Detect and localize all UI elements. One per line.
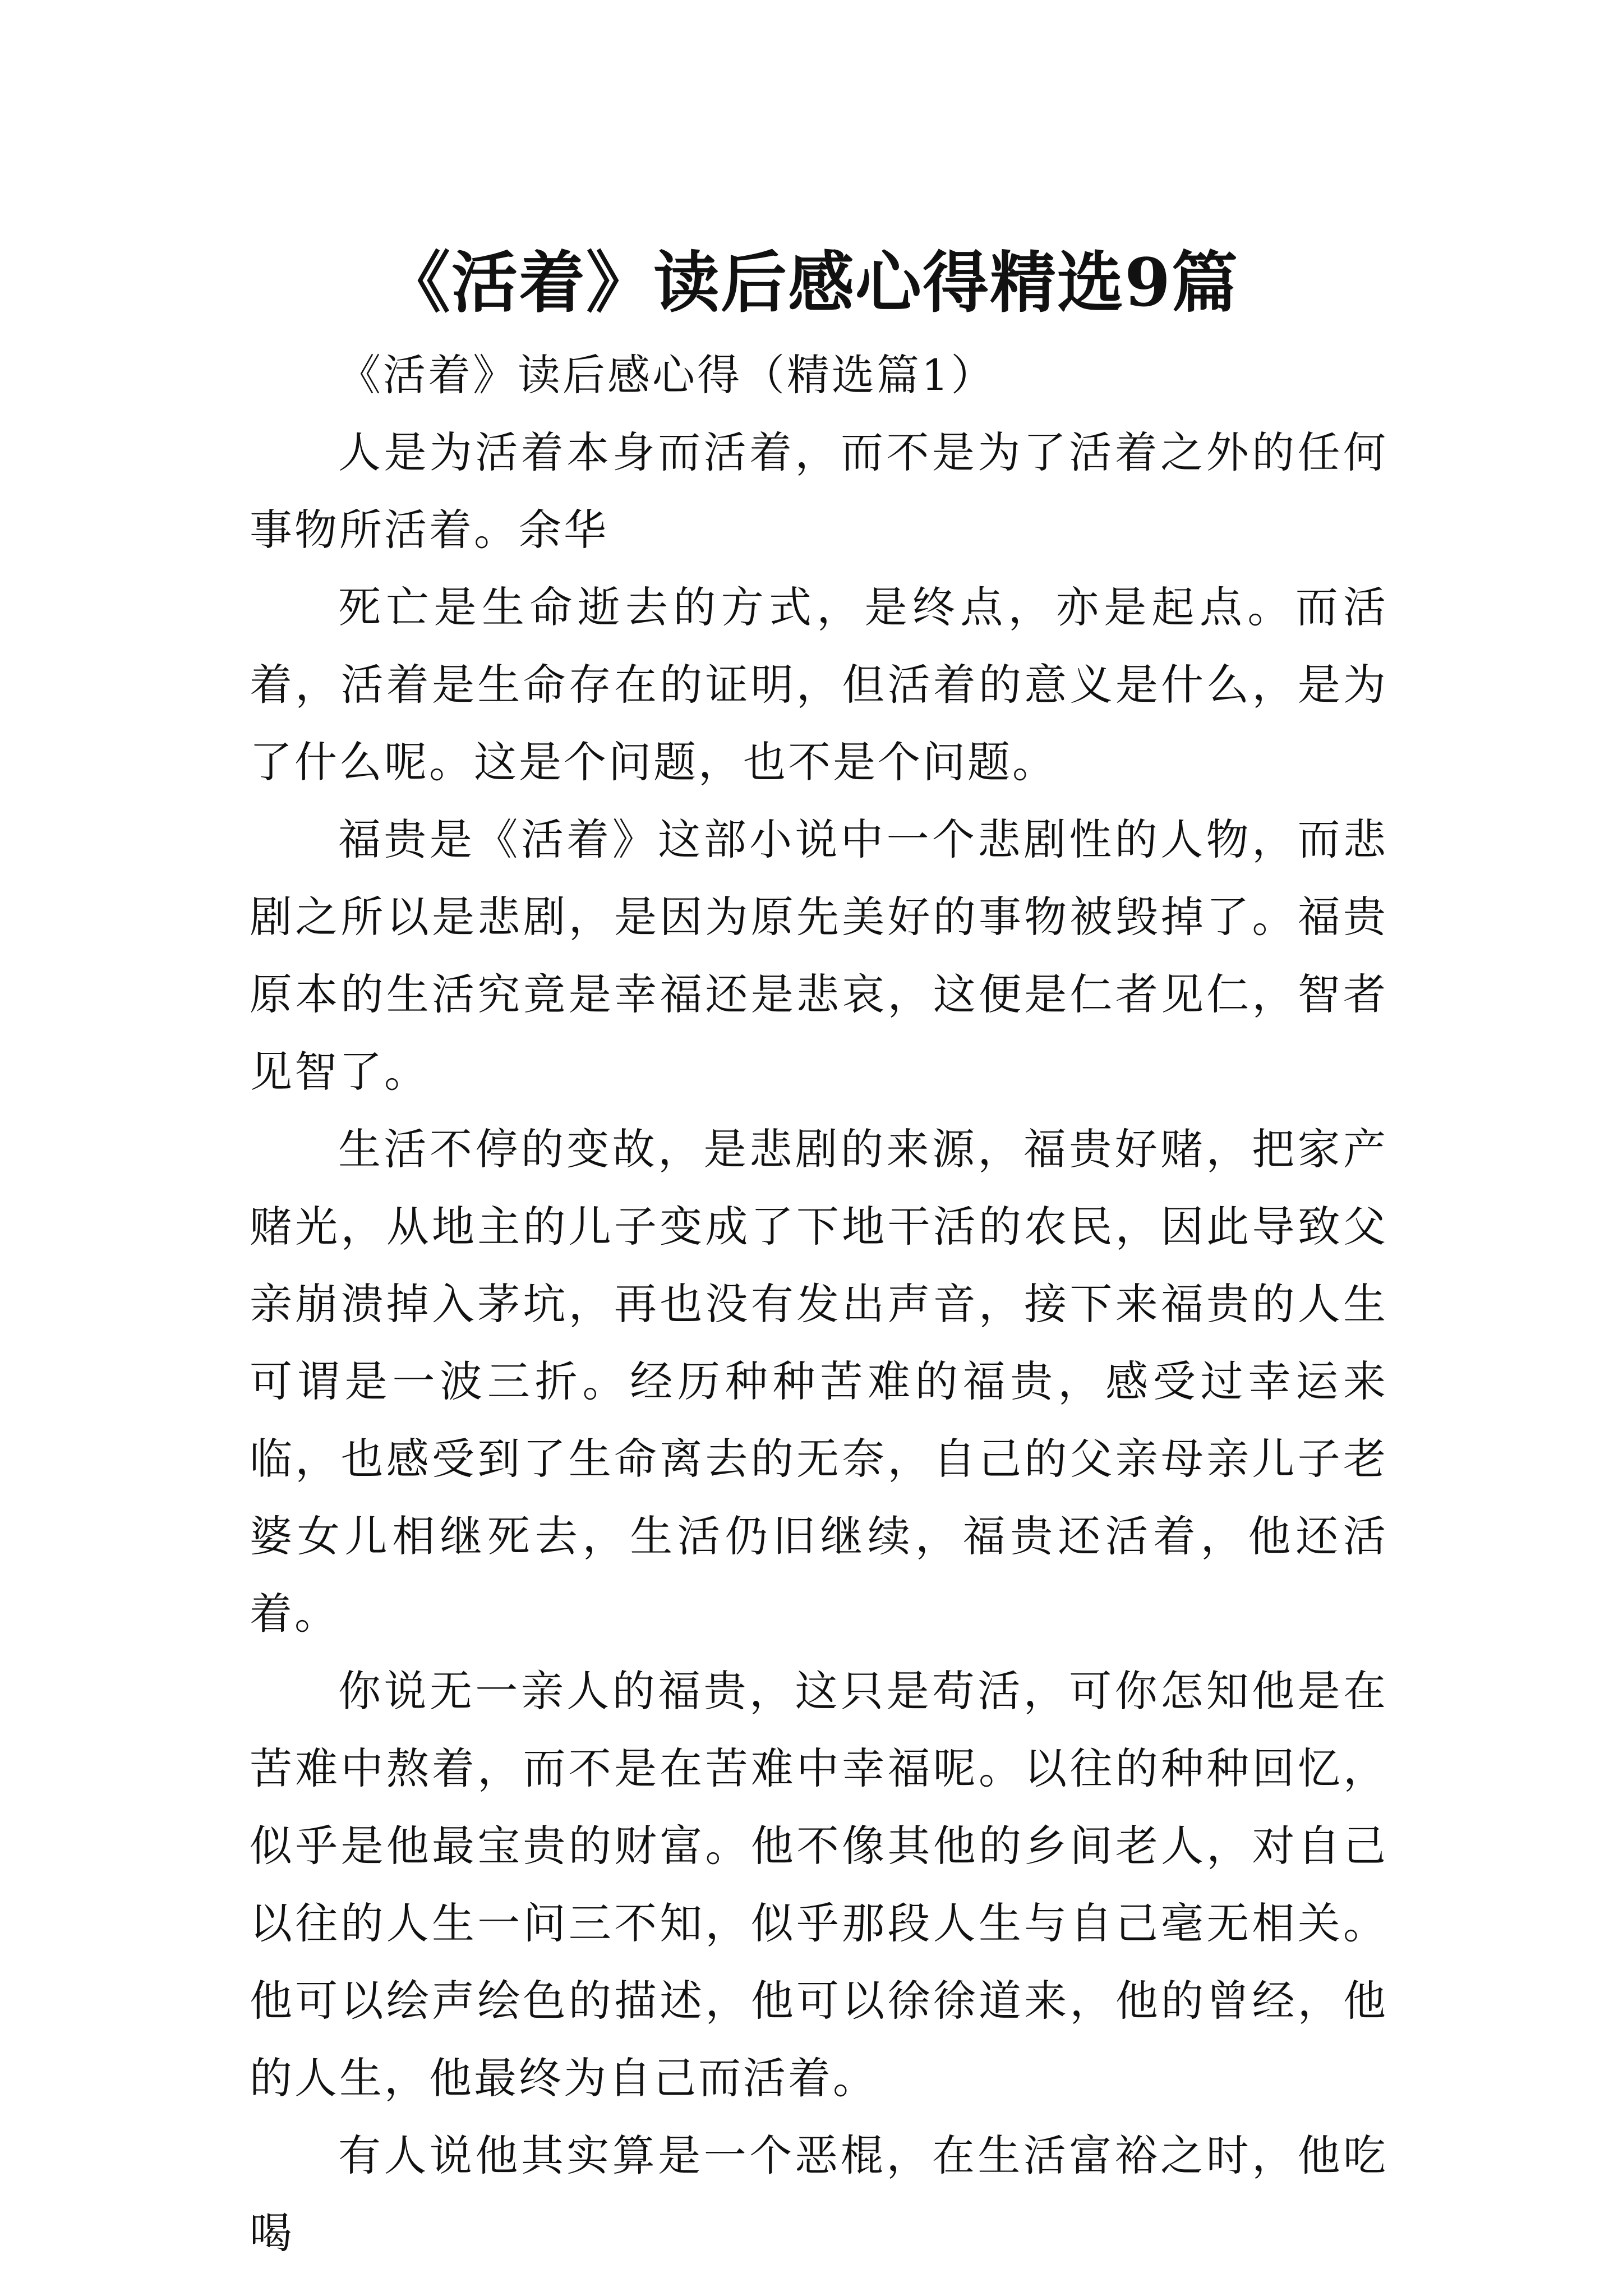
paragraph: 人是为活着本身而活着，而不是为了活着之外的任何事物所活着。余华	[250, 427, 1388, 555]
paragraph: 你说无一亲人的福贵，这只是苟活，可你怎知他是在苦难中熬着，而不是在苦难中幸福呢。以往的种种回忆，似乎是他最宝贵的财富。他不像其他的乡间老人，对自己以往的人生一问三不知，似乎那段人生与自己毫无相关。他可以绘声绘色的描述，他可以徐徐道来，他的曾经，他的人生，他最终为自己而活着。	[250, 1666, 1388, 2103]
paragraph: 有人说他其实算是一个恶棍，在生活富裕之时，他吃喝	[250, 2131, 1388, 2258]
paragraph: 死亡是生命逝去的方式，是终点，亦是起点。而活着，活着是生命存在的证明，但活着的意义是什么，是为了什么呢。这是个问题，也不是个问题。	[250, 582, 1388, 787]
document-body	[250, 337, 1388, 2272]
document-title: 《活着》读后感心得精选9篇	[384, 243, 1239, 322]
paragraph: 生活不停的变故，是悲剧的来源，福贵好赌，把家产赌光，从地主的儿子变成了下地干活的农民，因此导致父亲崩溃掉入茅坑，再也没有发出声音，接下来福贵的人生可谓是一波三折。经历种种苦难的福贵，感受过幸运来临，也感受到了生命离去的无奈，自己的父亲母亲儿子老婆女儿相继死去，生活仍旧继续，福贵还活着，他还活着。	[250, 1124, 1388, 1639]
paragraph-section-heading: 《活着》读后感心得（精选篇1）	[338, 350, 996, 400]
paragraph: 福贵是《活着》这部小说中一个悲剧性的人物，而悲剧之所以是悲剧，是因为原先美好的事物被毁掉了。福贵原本的生活究竟是幸福还是悲哀，这便是仁者见仁，智者见智了。	[250, 815, 1388, 1097]
